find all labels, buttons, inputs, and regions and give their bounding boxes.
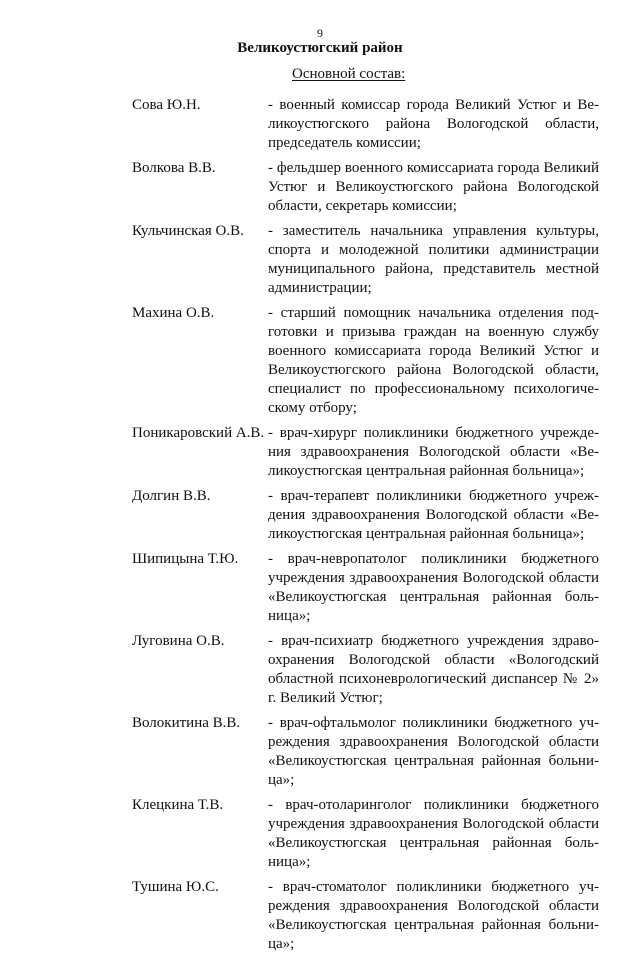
member-role: - врач-офтальмолог поликлиники бюджетного учреждения здравоохранения Вологодской области «Великоустюгская центральная районная больница»; xyxy=(268,715,599,788)
member-name: Волкова В.В. xyxy=(132,160,216,176)
member-role: - врач-отоларинголог поликлиники бюджетного учреждения здравоохранения Вологодской области «Великоустюгская центральная районная больница»; xyxy=(268,797,599,870)
member-row xyxy=(0,632,640,708)
member-name: Кульчинская О.В. xyxy=(132,223,244,239)
member-row xyxy=(0,96,640,153)
member-name: Сова Ю.Н. xyxy=(132,97,201,113)
member-name: Поникаровский А.В. xyxy=(132,425,265,441)
member-role: - фельдшер военного комиссариата города Великий Устюг и Великоустюгского района Вологодской области, секретарь комиссии; xyxy=(268,160,599,214)
member-name: Клецкина Т.В. xyxy=(132,797,224,813)
member-name: Долгин В.В. xyxy=(132,488,211,504)
member-role: - заместитель начальника управления культуры, спорта и молодежной политики администрации муниципального района, представитель местной администрации; xyxy=(268,223,599,296)
member-role: - врач-стоматолог поликлиники бюджетного учреждения здравоохранения Вологодской области «Великоустюгская центральная районная больница»; xyxy=(268,879,599,952)
member-row xyxy=(0,796,640,872)
section-subtitle: Основной состав: xyxy=(292,66,406,82)
member-name: Волокитина В.В. xyxy=(132,715,241,731)
member-role: - военный комиссар города Великий Устюг и Великоустюгского района Вологодской области, председатель комиссии; xyxy=(268,97,599,151)
member-name: Тушина Ю.С. xyxy=(132,879,219,895)
member-name: Луговина О.В. xyxy=(132,633,225,649)
member-row xyxy=(0,424,640,481)
district-title: Великоустюгский район xyxy=(237,40,403,56)
member-role: - врач-терапевт поликлиники бюджетного учреждения здравоохранения Вологодской области «Великоустюгская центральная районная больница»; xyxy=(268,488,599,542)
member-row xyxy=(0,550,640,626)
member-row xyxy=(0,222,640,298)
member-row xyxy=(0,714,640,790)
member-name: Махина О.В. xyxy=(132,305,215,321)
member-name: Шипицына Т.Ю. xyxy=(132,551,239,567)
member-role: - старший помощник начальника отделения подготовки и призыва граждан на военную службу военного комиссариата города Великий Устюг и Великоустюгского района Вологодской области, специалист по профессиональному психологическому отбору; xyxy=(268,305,599,416)
member-role: - врач-хирург поликлиники бюджетного учреждения здравоохранения Вологодской области «Великоустюгская центральная районная больница»; xyxy=(268,425,599,479)
member-row xyxy=(0,878,640,954)
member-row xyxy=(0,159,640,216)
member-row xyxy=(0,487,640,544)
members-list xyxy=(0,96,640,960)
member-row xyxy=(0,304,640,418)
member-role: - врач-невропатолог поликлиники бюджетного учреждения здравоохранения Вологодской области «Великоустюгская центральная районная больница»; xyxy=(268,551,599,624)
page-number: 9 xyxy=(317,26,323,40)
member-role: - врач-психиатр бюджетного учреждения здравоохранения Вологодской области «Вологодский областной психоневрологический диспансер № 2» г. Великий Устюг; xyxy=(268,633,599,706)
